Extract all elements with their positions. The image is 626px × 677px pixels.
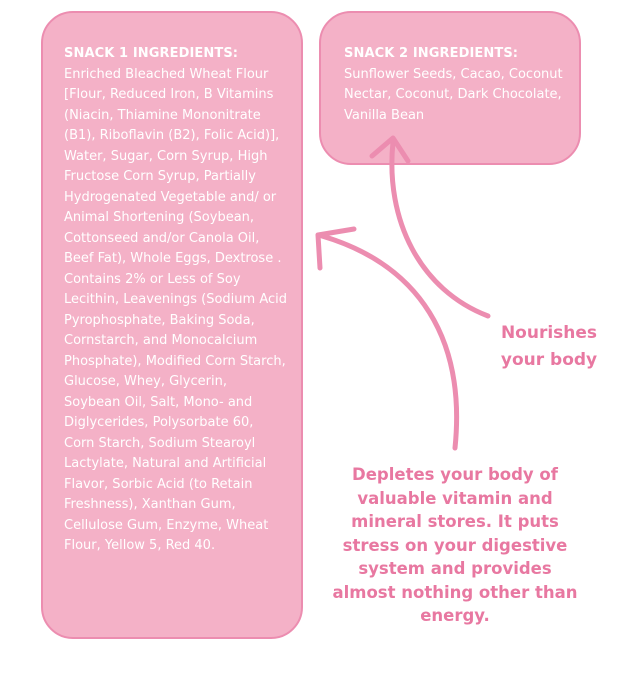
snack-2-title: SNACK 2 INGREDIENTS: (344, 46, 519, 61)
depletes-caption: Depletes your body of valuable vitamin and mineral stores. It puts stress on your digestive system and provides almost nothing other than energy. (332, 465, 578, 625)
snack-1-title: SNACK 1 INGREDIENTS: (64, 46, 239, 61)
arrow-to-snack-2-icon (372, 138, 488, 316)
snack-1-ingredients-text: Enriched Bleached Wheat Flour [Flour, Reduced Iron, B Vitamins (Niacin, Thiamine Mononitrate (B1), Riboflavin (B2), Folic Acid)], Water, Sugar, Corn Syrup, High Fructose Corn Syrup, Partially Hydrogenated Vegetable and/ or Animal Shortening (Soybean, Cottonseed and/or Canola Oil, Beef Fat), Whole Eggs, Dextrose . Contains 2% or Less of Soy Lecithin, Leavenings (Sodium Acid Pyrophosphate, Baking Soda, Cornstarch, and Monocalcium Phosphate), Modified Corn Starch, Glucose, Whey, Glycerin, Soybean Oil, Salt, Mono- and Diglycerides, Polysorbate 60, Corn Starch, Sodium Stearoyl Lactylate, Natural and Artificial Flavor, Sorbic Acid (to Retain Freshness), Xanthan Gum, Cellulose Gum, Enzyme, Wheat Flour, Yellow 5, Red 40. (64, 66, 287, 553)
nourishes-caption: Nourishes your body (500, 323, 598, 370)
arrow-to-snack-1-icon (318, 229, 457, 448)
snack-2-ingredients-text: Sunflower Seeds, Cacao, Coconut Nectar, Coconut, Dark Chocolate, Vanilla Bean (344, 66, 563, 123)
